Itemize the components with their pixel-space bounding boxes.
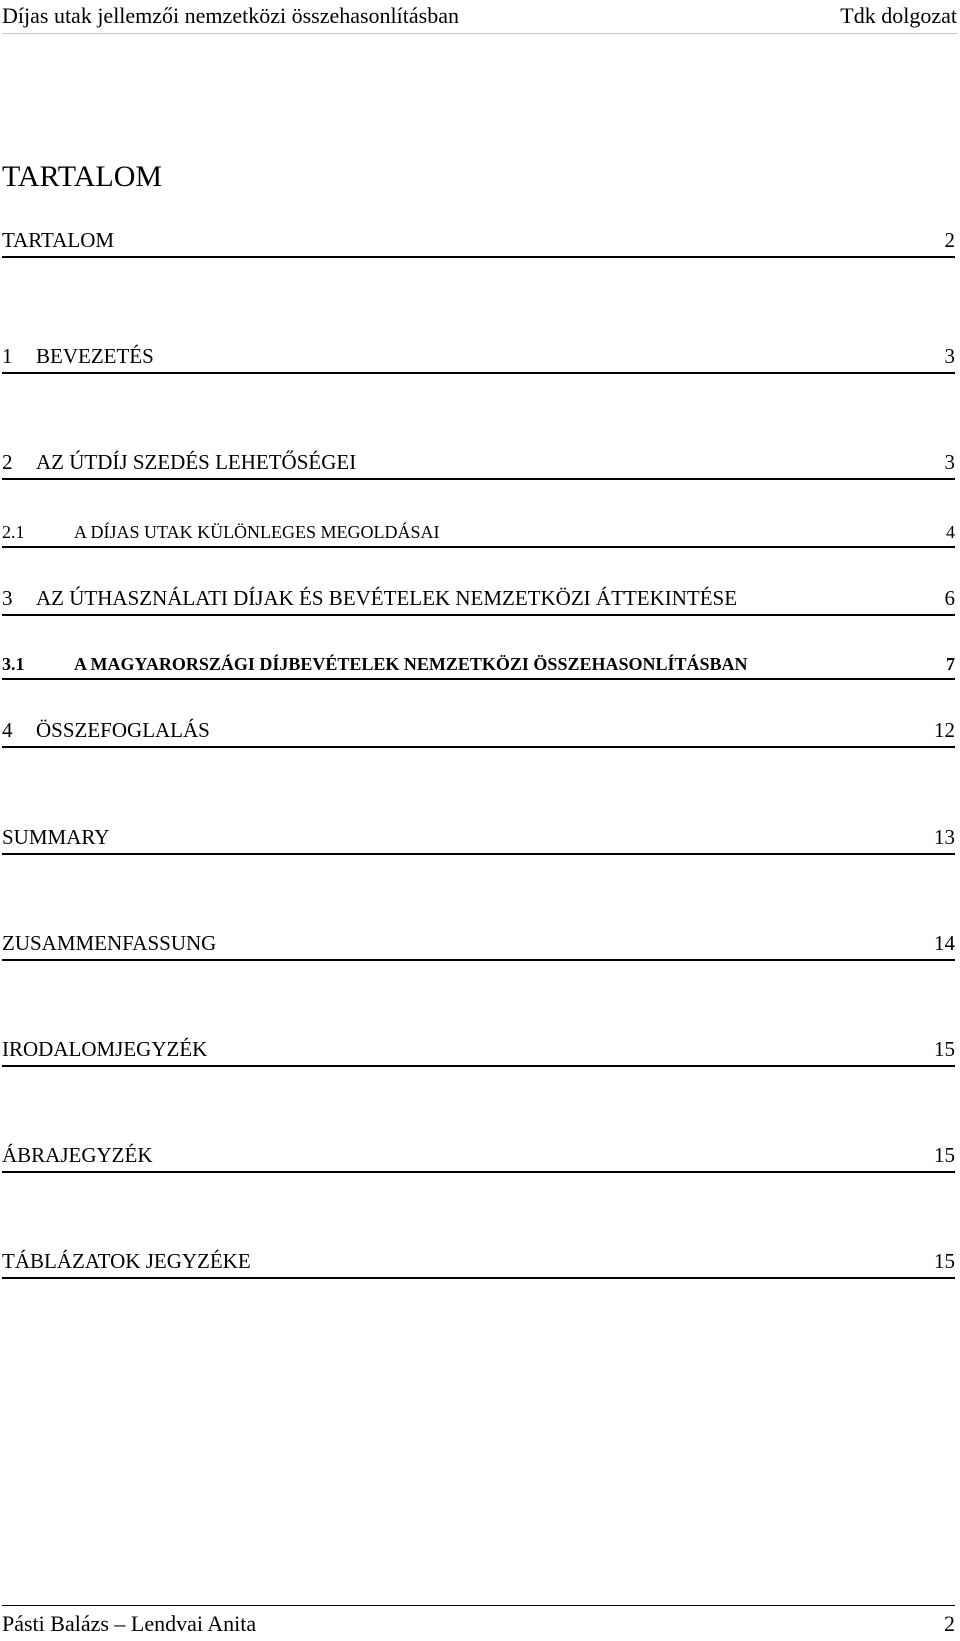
toc-entry-label: TARTALOM <box>2 228 115 252</box>
footer-authors: Pásti Balázs – Lendvai Anita <box>2 1611 257 1636</box>
toc-entry-page: 15 <box>934 1249 955 1273</box>
toc-entry-label: AZ ÚTHASZNÁLATI DÍJAK ÉS BEVÉTELEK NEMZETKÖZI ÁTTEKINTÉSE <box>36 586 738 610</box>
toc-entry-page: 7 <box>946 654 955 674</box>
toc-entry-label: ZUSAMMENFASSUNG <box>2 931 217 955</box>
toc-entry-page: 6 <box>944 586 955 610</box>
toc-entry-number: 3.1 <box>2 654 25 674</box>
toc-entry-page: 13 <box>934 825 955 849</box>
toc-entry-label: A MAGYARORSZÁGI DÍJBEVÉTELEK NEMZETKÖZI ÖSSZEHASONLÍTÁSBAN <box>74 654 748 674</box>
toc-entry-label: BEVEZETÉS <box>36 344 154 368</box>
toc-entry-number: 4 <box>2 718 13 742</box>
toc-entry-page: 14 <box>934 931 955 955</box>
toc-entry-label: ÖSSZEFOGLALÁS <box>36 718 210 742</box>
toc-entry-label: A DÍJAS UTAK KÜLÖNLEGES MEGOLDÁSAI <box>74 522 440 542</box>
header-document-title: Díjas utak jellemzői nemzetközi összehasonlításban <box>2 3 459 28</box>
toc-entry-utdij-szedes[interactable] <box>2 448 955 480</box>
toc-heading: TARTALOM <box>2 160 163 193</box>
toc-entry-tablazatok-jegyzeke[interactable] <box>2 1247 955 1279</box>
toc-entry-dijas-utak-megoldasai[interactable] <box>2 518 955 548</box>
toc-entry-number: 2 <box>2 450 13 474</box>
footer-page-number: 2 <box>944 1611 955 1636</box>
toc-entry-label: TÁBLÁZATOK JEGYZÉKE <box>2 1249 251 1273</box>
toc-entry-label: ÁBRAJEGYZÉK <box>2 1143 153 1167</box>
toc-entry-summary[interactable] <box>2 823 955 855</box>
toc-entry-number: 2.1 <box>2 522 25 542</box>
toc-entry-page: 3 <box>944 344 955 368</box>
page-footer <box>2 1605 955 1641</box>
toc-entry-magyarorszagi-dijbevetelek[interactable] <box>2 650 955 680</box>
toc-entry-osszefoglalas[interactable] <box>2 716 955 748</box>
toc-entry-irodalomjegyzek[interactable] <box>2 1035 955 1067</box>
toc-entry-page: 12 <box>934 718 955 742</box>
toc-entry-bevezetes[interactable] <box>2 342 955 374</box>
toc-entry-tartalom[interactable] <box>2 226 955 258</box>
toc-entry-page: 15 <box>934 1143 955 1167</box>
toc-entry-number: 1 <box>2 344 13 368</box>
toc-entry-abrajegyzek[interactable] <box>2 1141 955 1173</box>
toc-entry-page: 2 <box>944 228 955 252</box>
page-header <box>2 0 957 34</box>
toc-entry-label: IRODALOMJEGYZÉK <box>2 1037 208 1061</box>
header-document-type: Tdk dolgozat <box>840 3 957 28</box>
toc-entry-page: 15 <box>934 1037 955 1061</box>
toc-entry-zusammenfassung[interactable] <box>2 929 955 961</box>
toc-entry-page: 3 <box>944 450 955 474</box>
toc-entry-page: 4 <box>946 522 955 542</box>
toc-entry-uthasznalati-dijak[interactable] <box>2 584 955 616</box>
toc-entry-number: 3 <box>2 586 13 610</box>
toc-entry-label: AZ ÚTDÍJ SZEDÉS LEHETŐSÉGEI <box>36 450 357 474</box>
toc-entry-label: SUMMARY <box>2 825 110 849</box>
